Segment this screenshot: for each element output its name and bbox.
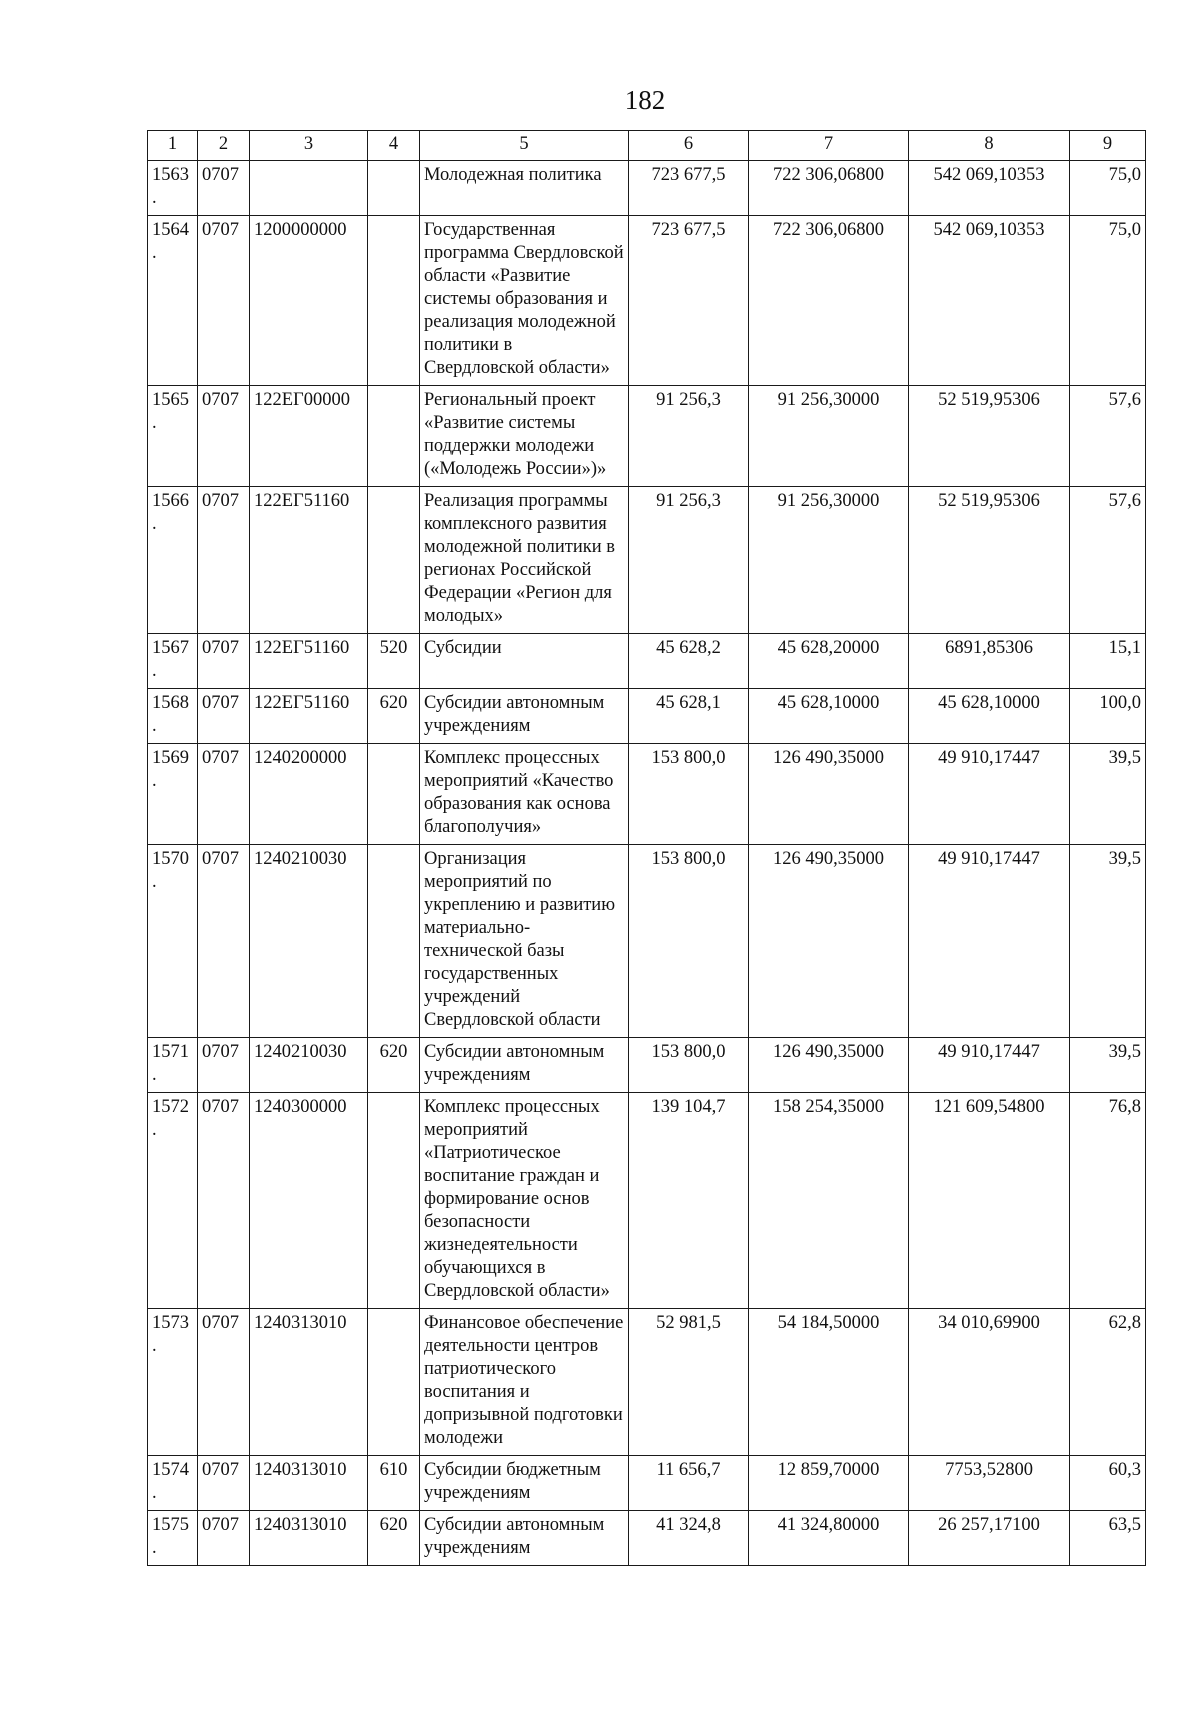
section-code-cell: 0707 [198,845,250,1038]
table-row [148,161,1146,216]
planned-amount-cell: 722 306,06800 [749,161,909,216]
expense-type-cell [368,161,420,216]
item-name-cell: Комплекс процессных мероприятий «Патриотическое воспитание граждан и формирование основ безопасности жизнедеятельности обучающихся в Свердловской области» [420,1093,629,1309]
executed-amount-cell: 49 910,17447 [909,744,1070,845]
executed-amount-cell: 542 069,10353 [909,216,1070,386]
expense-type-cell: 620 [368,1038,420,1093]
percent-cell: 62,8 [1070,1309,1146,1456]
percent-cell: 57,6 [1070,487,1146,634]
section-code-cell: 0707 [198,1511,250,1566]
percent-cell: 75,0 [1070,161,1146,216]
target-code-cell: 1240313010 [250,1309,368,1456]
approved-amount-cell: 91 256,3 [629,386,749,487]
approved-amount-cell: 153 800,0 [629,1038,749,1093]
row-number-cell: 1573. [148,1309,198,1456]
item-name-cell: Организация мероприятий по укреплению и развитию материально-технической базы государственных учреждений Свердловской области [420,845,629,1038]
section-code-cell: 0707 [198,216,250,386]
percent-cell: 39,5 [1070,1038,1146,1093]
percent-cell: 76,8 [1070,1093,1146,1309]
column-header: 9 [1070,131,1146,161]
percent-cell: 75,0 [1070,216,1146,386]
column-header: 8 [909,131,1070,161]
section-code-cell: 0707 [198,487,250,634]
target-code-cell: 1240313010 [250,1511,368,1566]
approved-amount-cell: 45 628,1 [629,689,749,744]
item-name-cell: Субсидии автономным учреждениям [420,1038,629,1093]
executed-amount-cell: 542 069,10353 [909,161,1070,216]
table-row [148,1511,1146,1566]
row-number-cell: 1565. [148,386,198,487]
column-header: 1 [148,131,198,161]
expense-type-cell [368,1093,420,1309]
row-number-cell: 1563. [148,161,198,216]
column-header: 6 [629,131,749,161]
executed-amount-cell: 52 519,95306 [909,386,1070,487]
item-name-cell: Субсидии автономным учреждениям [420,689,629,744]
planned-amount-cell: 45 628,20000 [749,634,909,689]
planned-amount-cell: 91 256,30000 [749,386,909,487]
executed-amount-cell: 52 519,95306 [909,487,1070,634]
item-name-cell: Реализация программы комплексного развития молодежной политики в регионах Российской Федерации «Регион для молодых» [420,487,629,634]
expense-type-cell [368,216,420,386]
row-number-cell: 1572. [148,1093,198,1309]
target-code-cell: 1240200000 [250,744,368,845]
planned-amount-cell: 12 859,70000 [749,1456,909,1511]
percent-cell: 39,5 [1070,744,1146,845]
table-row [148,1456,1146,1511]
percent-cell: 60,3 [1070,1456,1146,1511]
table-row [148,487,1146,634]
target-code-cell: 122ЕГ51160 [250,487,368,634]
item-name-cell: Региональный проект «Развитие системы поддержки молодежи («Молодежь России»)» [420,386,629,487]
expense-type-cell [368,744,420,845]
row-number-cell: 1568. [148,689,198,744]
item-name-cell: Молодежная политика [420,161,629,216]
section-code-cell: 0707 [198,386,250,487]
target-code-cell: 1200000000 [250,216,368,386]
target-code-cell [250,161,368,216]
item-name-cell: Государственная программа Свердловской области «Развитие системы образования и реализация молодежной политики в Свердловской области» [420,216,629,386]
item-name-cell: Комплекс процессных мероприятий «Качество образования как основа благополучия» [420,744,629,845]
approved-amount-cell: 45 628,2 [629,634,749,689]
planned-amount-cell: 158 254,35000 [749,1093,909,1309]
target-code-cell: 122ЕГ51160 [250,689,368,744]
approved-amount-cell: 723 677,5 [629,161,749,216]
item-name-cell: Субсидии бюджетным учреждениям [420,1456,629,1511]
row-number-cell: 1567. [148,634,198,689]
column-header: 5 [420,131,629,161]
planned-amount-cell: 722 306,06800 [749,216,909,386]
expense-type-cell: 620 [368,1511,420,1566]
section-code-cell: 0707 [198,1093,250,1309]
table-row [148,634,1146,689]
executed-amount-cell: 121 609,54800 [909,1093,1070,1309]
approved-amount-cell: 52 981,5 [629,1309,749,1456]
table-row [148,1038,1146,1093]
executed-amount-cell: 49 910,17447 [909,1038,1070,1093]
budget-table [147,130,1146,1566]
approved-amount-cell: 153 800,0 [629,845,749,1038]
column-header: 4 [368,131,420,161]
section-code-cell: 0707 [198,744,250,845]
table-body [148,161,1146,1566]
column-header: 7 [749,131,909,161]
expense-type-cell [368,386,420,487]
table-row [148,744,1146,845]
table-row [148,845,1146,1038]
executed-amount-cell: 26 257,17100 [909,1511,1070,1566]
table-row [148,1093,1146,1309]
section-code-cell: 0707 [198,1038,250,1093]
table-row [148,1309,1146,1456]
executed-amount-cell: 34 010,69900 [909,1309,1070,1456]
planned-amount-cell: 54 184,50000 [749,1309,909,1456]
expense-type-cell [368,1309,420,1456]
target-code-cell: 1240210030 [250,1038,368,1093]
item-name-cell: Субсидии [420,634,629,689]
planned-amount-cell: 41 324,80000 [749,1511,909,1566]
section-code-cell: 0707 [198,1309,250,1456]
percent-cell: 15,1 [1070,634,1146,689]
table-row [148,689,1146,744]
table-row [148,216,1146,386]
row-number-cell: 1571. [148,1038,198,1093]
target-code-cell: 122ЕГ00000 [250,386,368,487]
planned-amount-cell: 91 256,30000 [749,487,909,634]
planned-amount-cell: 126 490,35000 [749,845,909,1038]
section-code-cell: 0707 [198,634,250,689]
planned-amount-cell: 126 490,35000 [749,1038,909,1093]
planned-amount-cell: 126 490,35000 [749,744,909,845]
row-number-cell: 1575. [148,1511,198,1566]
item-name-cell: Субсидии автономным учреждениям [420,1511,629,1566]
row-number-cell: 1569. [148,744,198,845]
expense-type-cell [368,487,420,634]
row-number-cell: 1570. [148,845,198,1038]
approved-amount-cell: 139 104,7 [629,1093,749,1309]
percent-cell: 57,6 [1070,386,1146,487]
page-number: 182 [624,85,666,115]
target-code-cell: 1240313010 [250,1456,368,1511]
target-code-cell: 122ЕГ51160 [250,634,368,689]
row-number-cell: 1564. [148,216,198,386]
planned-amount-cell: 45 628,10000 [749,689,909,744]
executed-amount-cell: 45 628,10000 [909,689,1070,744]
executed-amount-cell: 6891,85306 [909,634,1070,689]
expense-type-cell [368,845,420,1038]
row-number-cell: 1566. [148,487,198,634]
expense-type-cell: 610 [368,1456,420,1511]
expense-type-cell: 520 [368,634,420,689]
section-code-cell: 0707 [198,689,250,744]
target-code-cell: 1240300000 [250,1093,368,1309]
approved-amount-cell: 91 256,3 [629,487,749,634]
percent-cell: 100,0 [1070,689,1146,744]
section-code-cell: 0707 [198,161,250,216]
approved-amount-cell: 11 656,7 [629,1456,749,1511]
executed-amount-cell: 49 910,17447 [909,845,1070,1038]
column-header: 2 [198,131,250,161]
table-row [148,386,1146,487]
row-number-cell: 1574. [148,1456,198,1511]
percent-cell: 39,5 [1070,845,1146,1038]
expense-type-cell: 620 [368,689,420,744]
executed-amount-cell: 7753,52800 [909,1456,1070,1511]
approved-amount-cell: 153 800,0 [629,744,749,845]
table-header-row [148,131,1146,161]
column-header: 3 [250,131,368,161]
percent-cell: 63,5 [1070,1511,1146,1566]
section-code-cell: 0707 [198,1456,250,1511]
target-code-cell: 1240210030 [250,845,368,1038]
item-name-cell: Финансовое обеспечение деятельности центров патриотического воспитания и допризывной подготовки молодежи [420,1309,629,1456]
approved-amount-cell: 41 324,8 [629,1511,749,1566]
approved-amount-cell: 723 677,5 [629,216,749,386]
